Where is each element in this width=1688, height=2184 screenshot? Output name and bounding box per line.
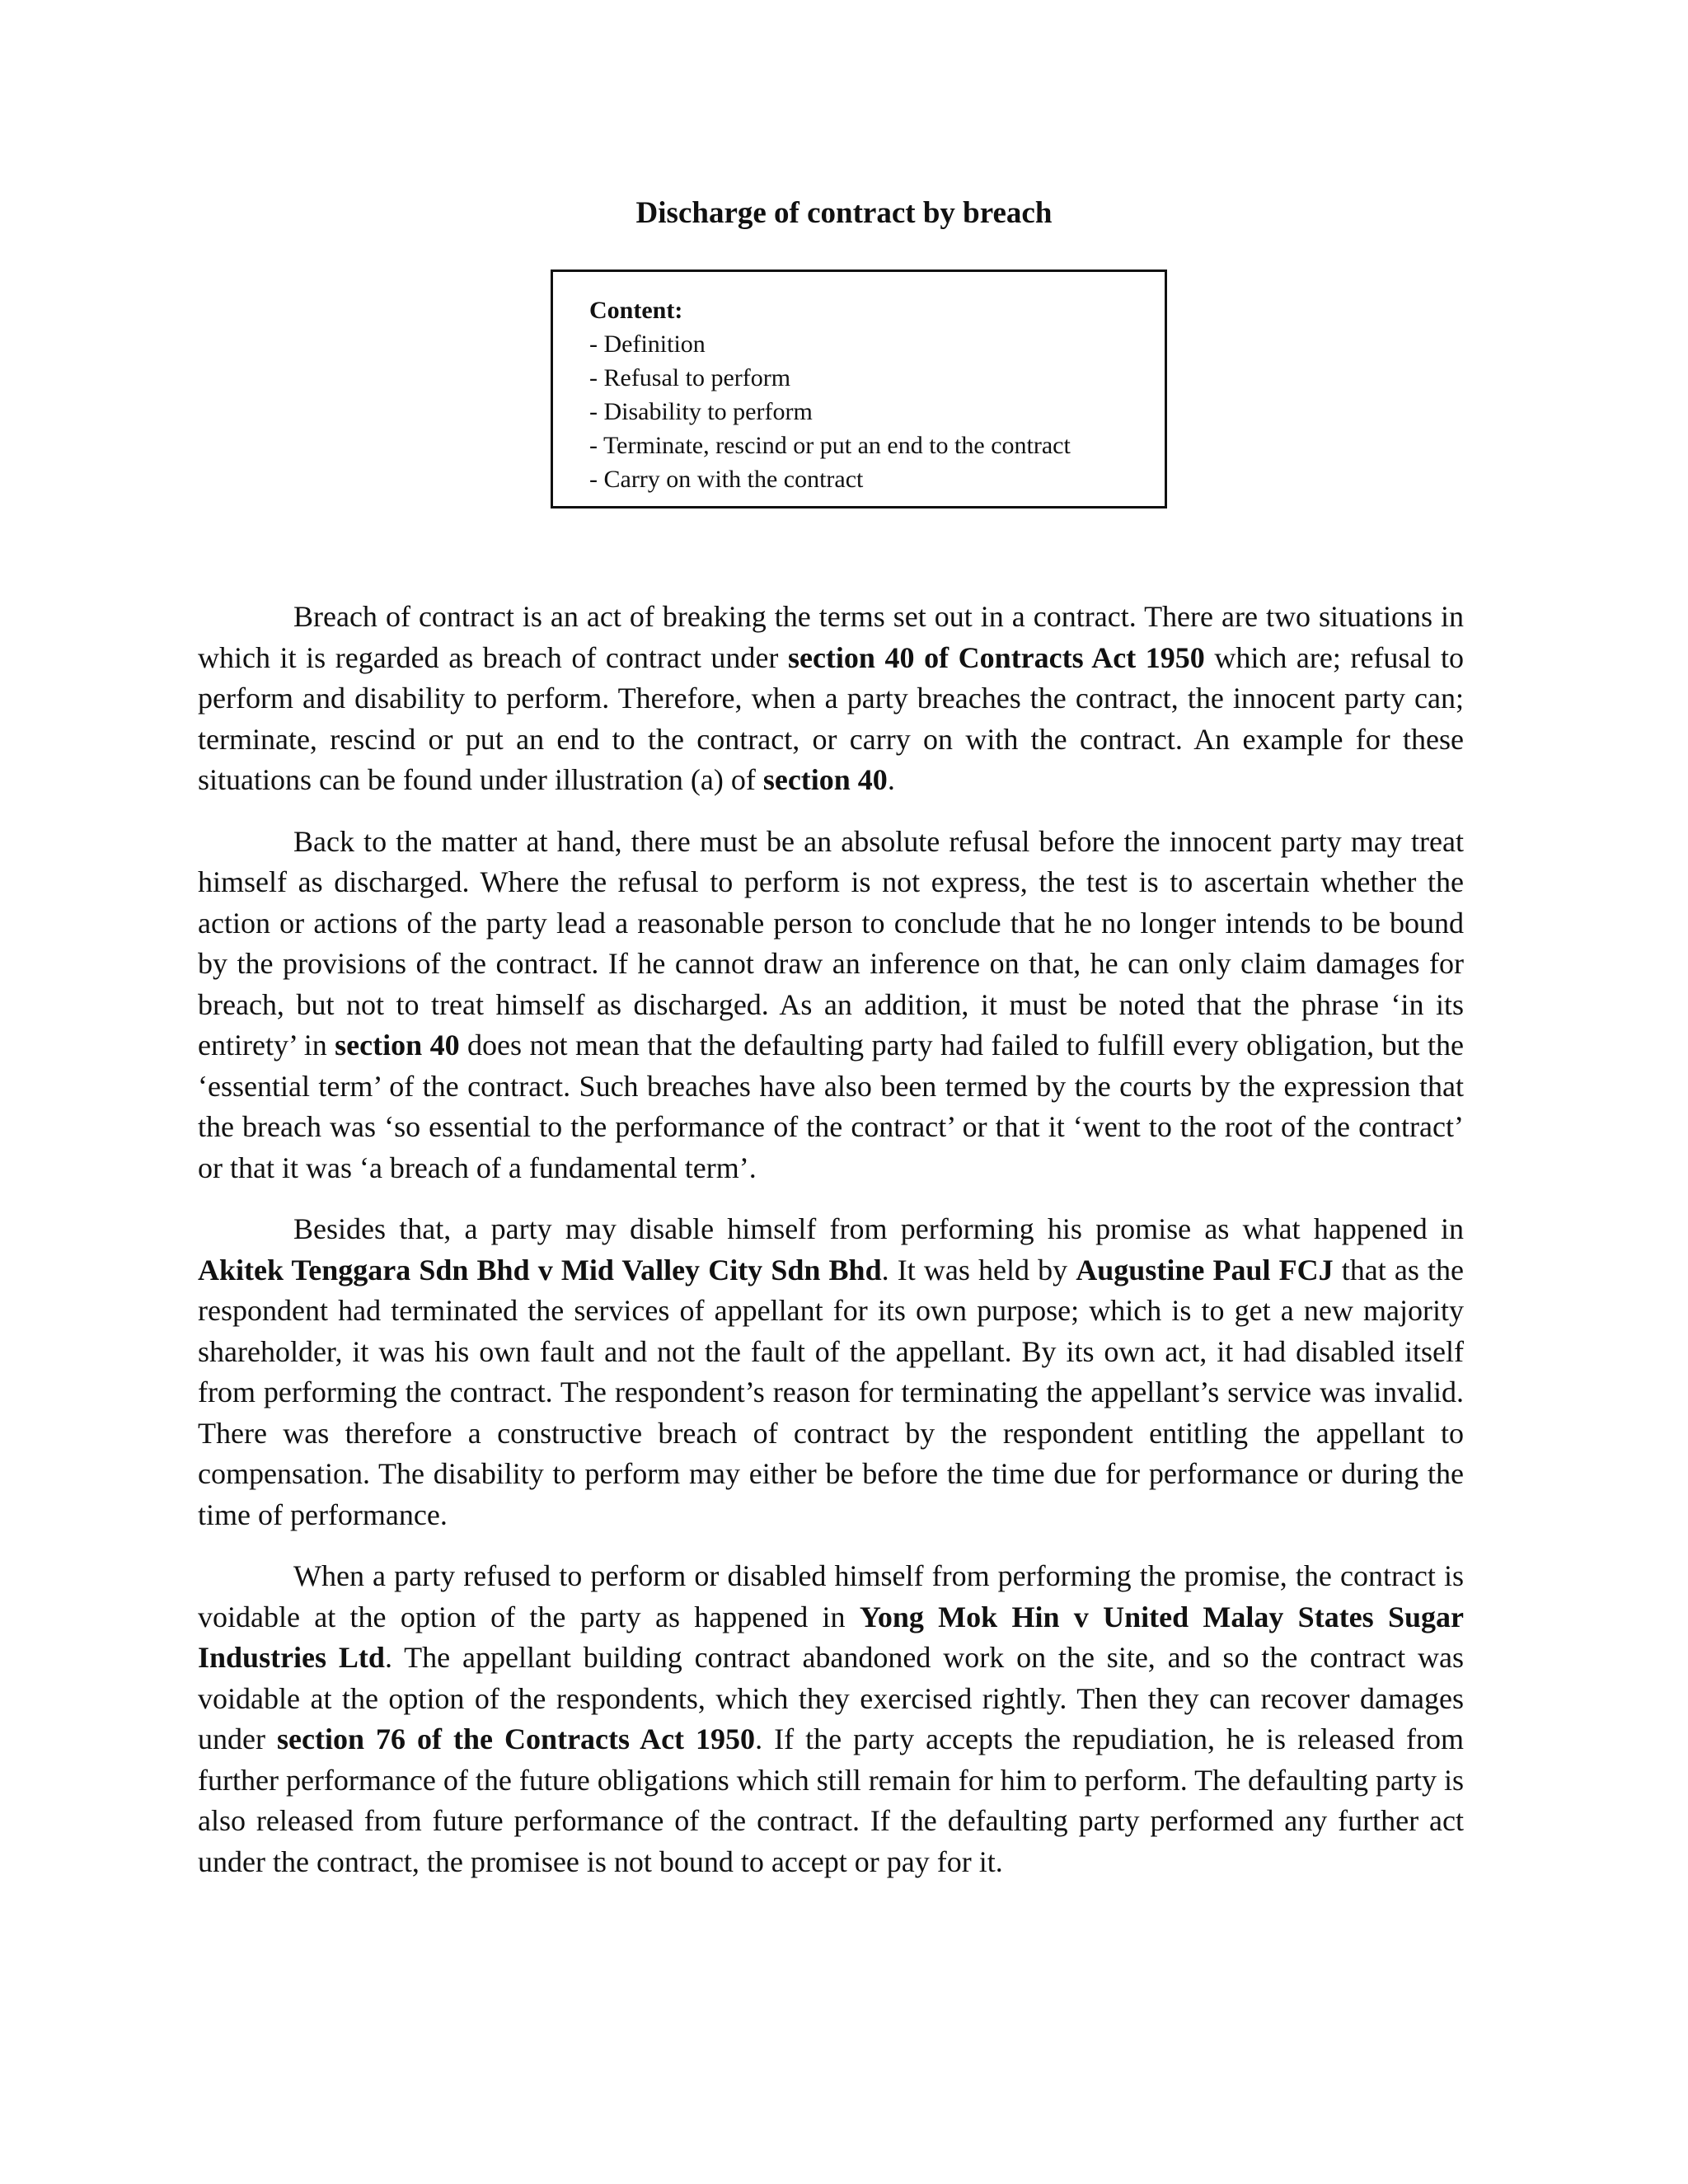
paragraph-run: . The appellant building contract abandoned work on the site, and so the contract was voidable at the option of the respondents, which they exercised rightly. Then they can recover damages under (198, 1641, 1464, 1755)
paragraph-run-bold: section 40 of Contracts Act 1950 (787, 640, 1205, 674)
paragraph-disability (198, 1209, 1464, 1535)
paragraph-run: which are; refusal to perform and disability to perform. Therefore, when a party breaches the contract, the innocent party can; terminate, rescind or put an end to the contract, or carry on with the contract. An example for these situations can be found under illustration (a) of (198, 640, 1464, 796)
paragraph-run: that as the respondent had terminated the services of appellant for its own purpose; which is to get a new majority shareholder, it was his own fault and not the fault of the appellant. By its own act, it had disabled itself from performing the contract. The respondent’s reason for terminating the appellant’s service was invalid. There was therefore a constructive breach of contract by the respondent entitling the appellant to compensation. The disability to perform may either be before the time due for performance or during the time of performance. (198, 1253, 1465, 1531)
paragraph-run: does not mean that the defaulting party had failed to fulfill every obligation, but the ‘essential term’ of the contract. Such breaches have also been termed by the courts by the expression that the breach was ‘so essential to the performance of the contract’ or that it ‘went to the root of the contract’ or that it was ‘a breach of a fundamental term’. (198, 1029, 1464, 1184)
contents-item: - Disability to perform (589, 398, 813, 425)
paragraph-voidable (198, 1556, 1464, 1882)
document-title: Discharge of contract by breach (635, 196, 1053, 230)
contents-item: - Terminate, rescind or put an end to the contract (589, 432, 1071, 459)
paragraph-run-bold: section 40 (762, 763, 888, 796)
contents-box (551, 269, 1167, 509)
paragraph-run-bold: Yong Mok Hin v United Malay States Sugar Industries Ltd (198, 1600, 1464, 1674)
paragraph-run-bold: section 40 (335, 1029, 460, 1062)
paragraph-run-bold: Augustine Paul FCJ (1076, 1253, 1334, 1286)
paragraph-run: . If the party accepts the repudiation, he is released from further performance of the future obligations which still remain for him to perform. The defaulting party is also released from future performance of the contract. If the defaulting party performed any further act under the contract, the promisee is not bound to accept or pay for it. (198, 1722, 1464, 1878)
paragraph-refusal (198, 822, 1464, 1189)
paragraph-run: Breach of contract is an act of breaking the terms set out in a contract. There are two situations in which it is regarded as breach of contract under (198, 600, 1464, 674)
document-body (198, 597, 1464, 1882)
contents-list (589, 327, 1165, 496)
contents-item: - Carry on with the contract (589, 466, 864, 493)
paragraph-run-bold: Akitek Tenggara Sdn Bhd v Mid Valley City Sdn Bhd (198, 1253, 882, 1286)
paragraph-definition (198, 597, 1464, 801)
paragraph-run: Besides that, a party may disable himself from performing his promise as what happened in (293, 1212, 1464, 1245)
contents-heading: Content: (589, 297, 683, 324)
paragraph-run: . (887, 763, 895, 796)
contents-item: - Refusal to perform (589, 364, 791, 391)
paragraph-run: When a party refused to perform or disabled himself from performing the promise, the contract is voidable at the option of the party as happened in (198, 1559, 1464, 1633)
paragraph-run-bold: section 76 of the Contracts Act 1950 (277, 1722, 756, 1755)
paragraph-run: . It was held by (881, 1253, 1076, 1286)
contents-item: - Definition (589, 330, 706, 358)
paragraph-run: Back to the matter at hand, there must be an absolute refusal before the innocent party may treat himself as discharged. Where the refusal to perform is not express, the test is to ascertain whether the action or actions of the party lead a reasonable person to conclude that he no longer intends to be bound by the provisions of the contract. If he cannot draw an inference on that, he can only claim damages for breach, but not to treat himself as discharged. As an addition, it must be noted that the phrase ‘in its entirety’ in (198, 824, 1464, 1062)
